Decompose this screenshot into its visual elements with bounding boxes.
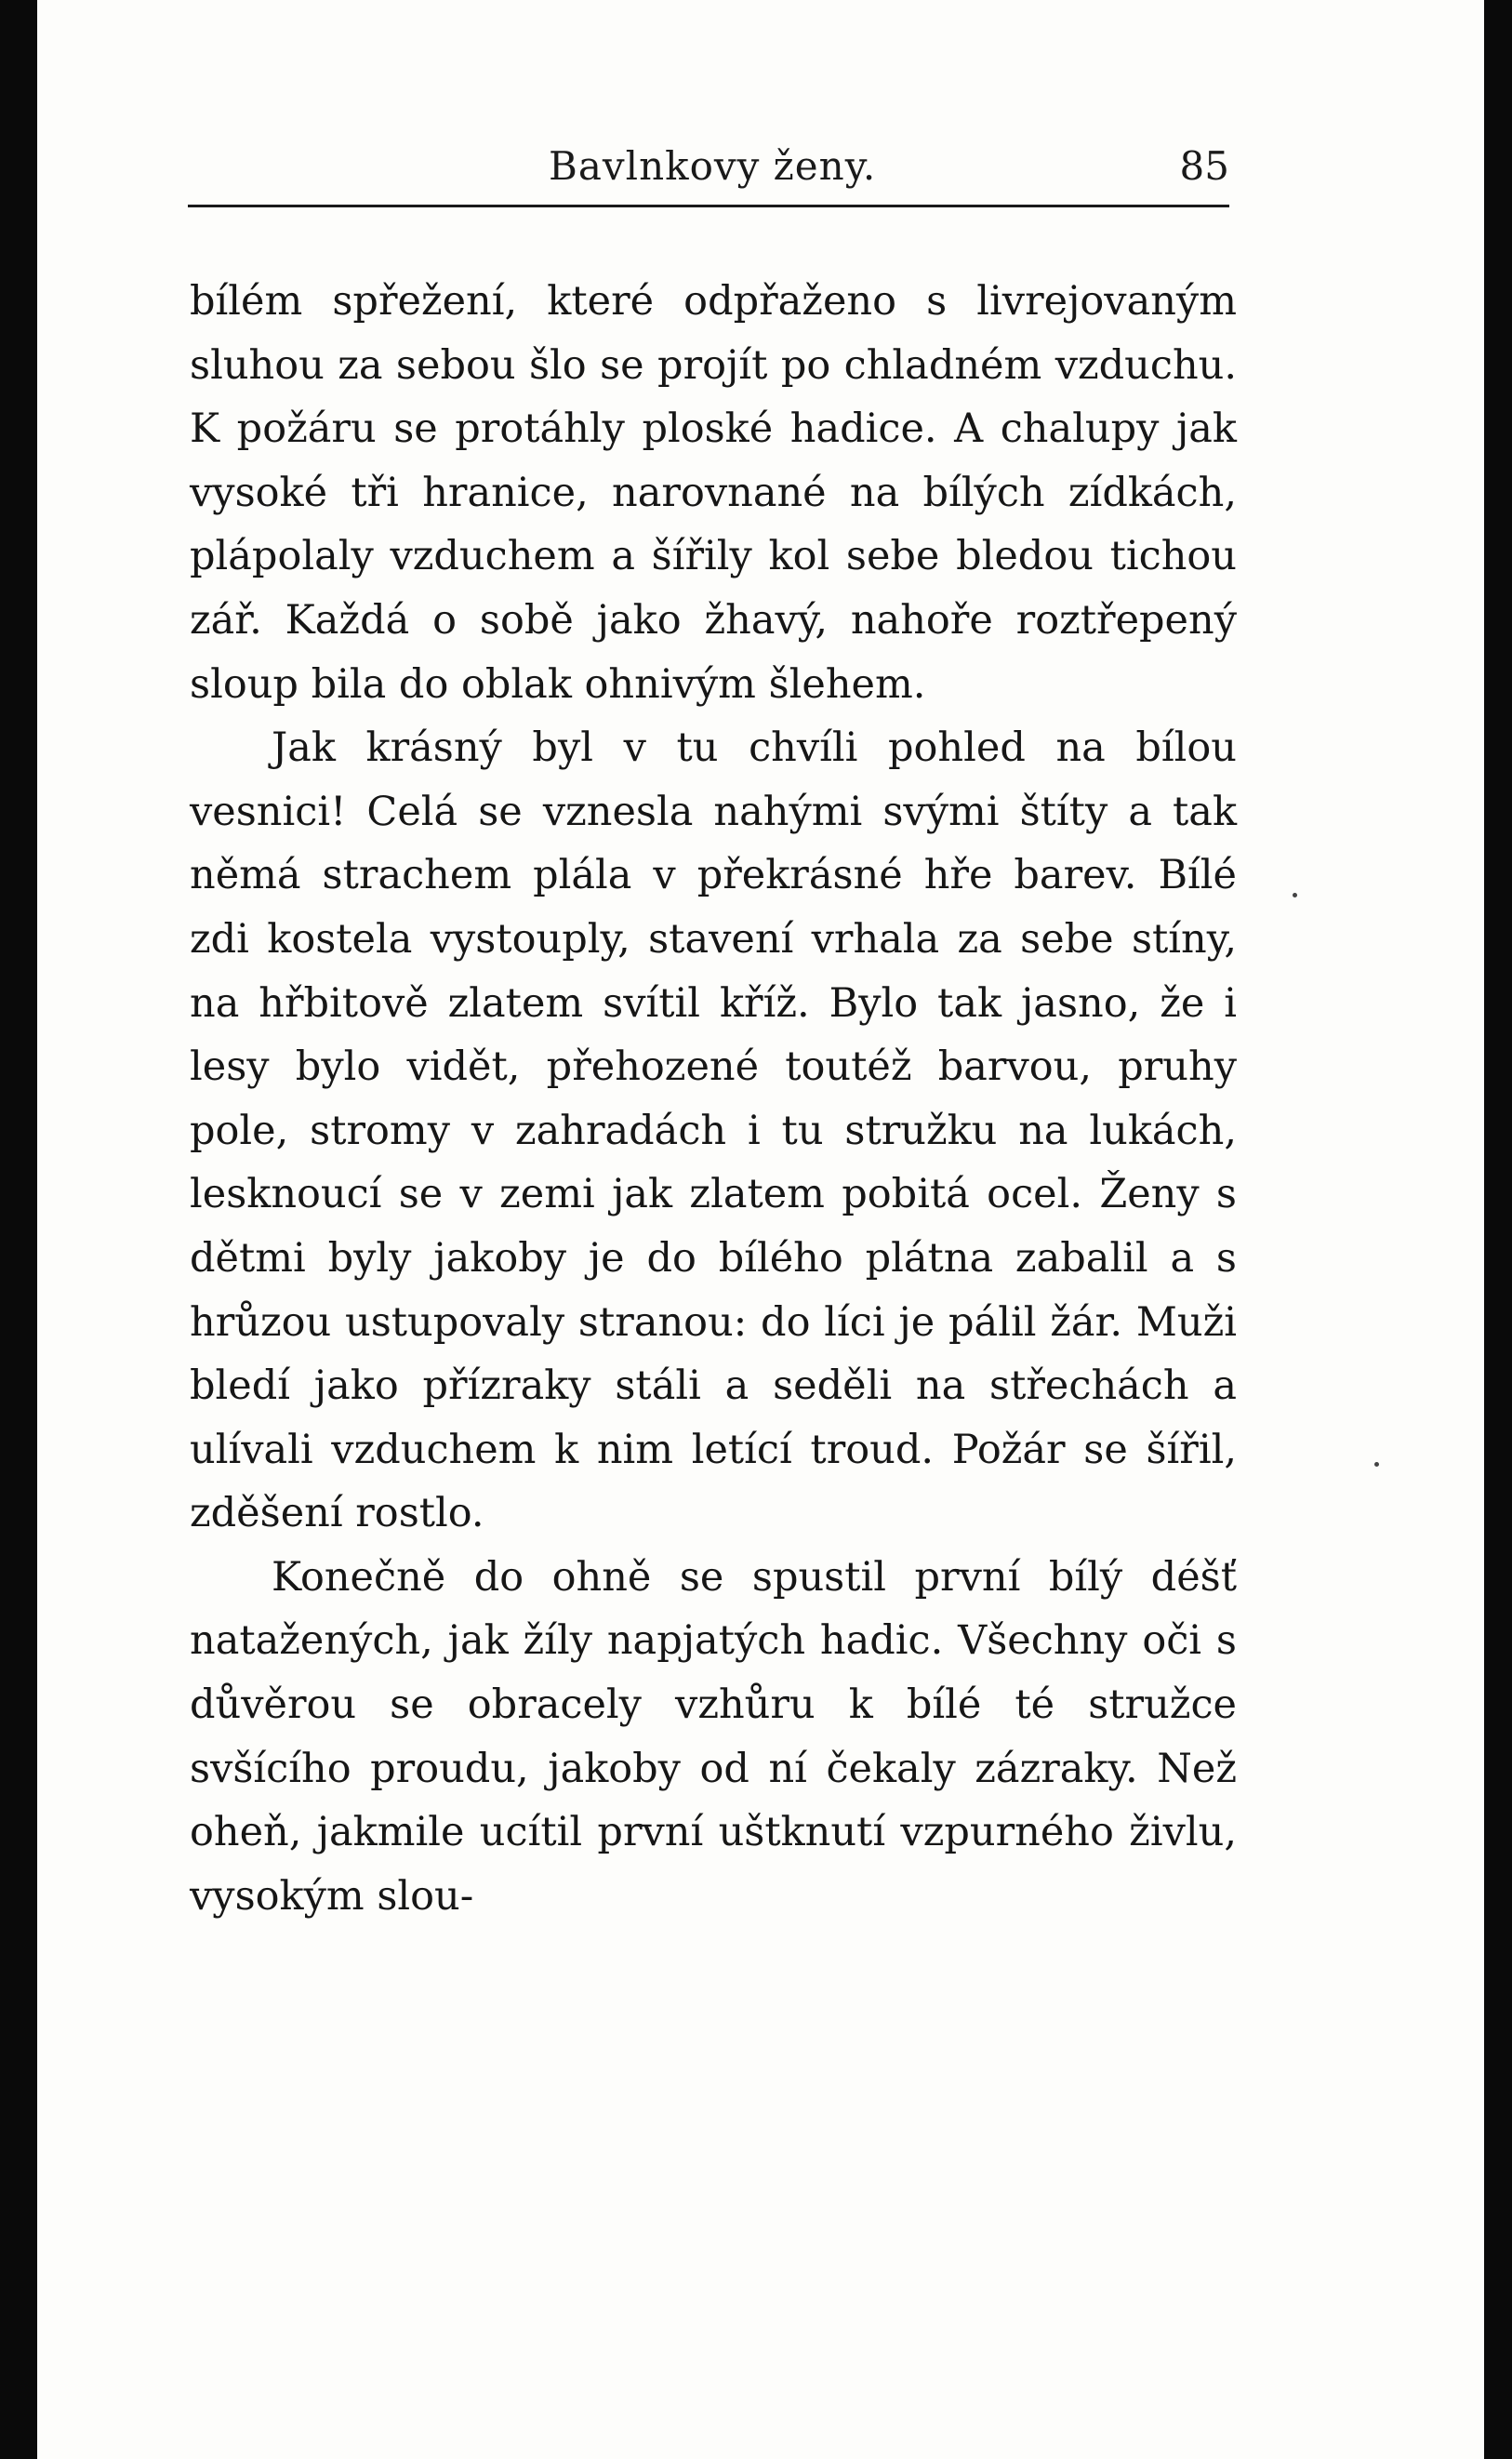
page-header — [188, 138, 1229, 199]
scan-speck — [1293, 893, 1297, 897]
scan-speck — [1374, 1462, 1379, 1467]
paragraph-2: Jak krásný byl v tu chvíli pohled na bílou vesnici! Celá se vznesla nahými svými štíty a tak němá strachem plála v překrásné hře barev. Bílé zdi kostela vystouply, stavení vrhala za sebe stíny, na hřbitově zlatem svítil kříž. Bylo tak jasno, že i lesy bylo vidět, přehozené toutéž barvou, pruhy pole, stromy v zahradách i tu stružku na lukách, lesknoucí se v zemi jak zlatem pobitá ocel. Ženy s dětmi byly jakoby je do bílého plátna zabalil a s hrůzou ustupovaly stranou: do líci je pálil žár. Muži bledí jako přízraky stáli a seděli na střechách a ulívali vzduchem k nim letící troud. Požár se šířil, zděšení rostlo. — [190, 724, 1237, 1537]
scan-left-edge — [0, 0, 37, 2459]
running-title: Bavlnkovy ženy. — [549, 143, 877, 189]
page-number: 85 — [1179, 143, 1229, 189]
scan-right-edge — [1484, 0, 1512, 2459]
header-rule — [188, 205, 1229, 207]
paragraph-3: Konečně do ohně se spustil první bílý déšť natažených, jak žíly napjatých hadic. Všechny oči s důvěrou se obracely vzhůru k bílé té stružce svšícího proudu, jakoby od ní čekaly zázraky. Než oheň, jakmile ucítil první uštknutí vzpurného živlu, vysokým slou- — [190, 1553, 1237, 1920]
body-text — [190, 270, 1237, 1928]
paragraph-1: bílém spřežení, které odpřaženo s livrejovaným sluhou za sebou šlo se projít po chladném vzduchu. K požáru se protáhly ploské hadice. A chalupy jak vysoké tři hranice, narovnané na bílých zídkách, plápolaly vzduchem a šířily kol sebe bledou tichou zář. Každá o sobě jako žhavý, nahoře roztřepený sloup bila do oblak ohnivým šlehem. — [190, 278, 1237, 708]
